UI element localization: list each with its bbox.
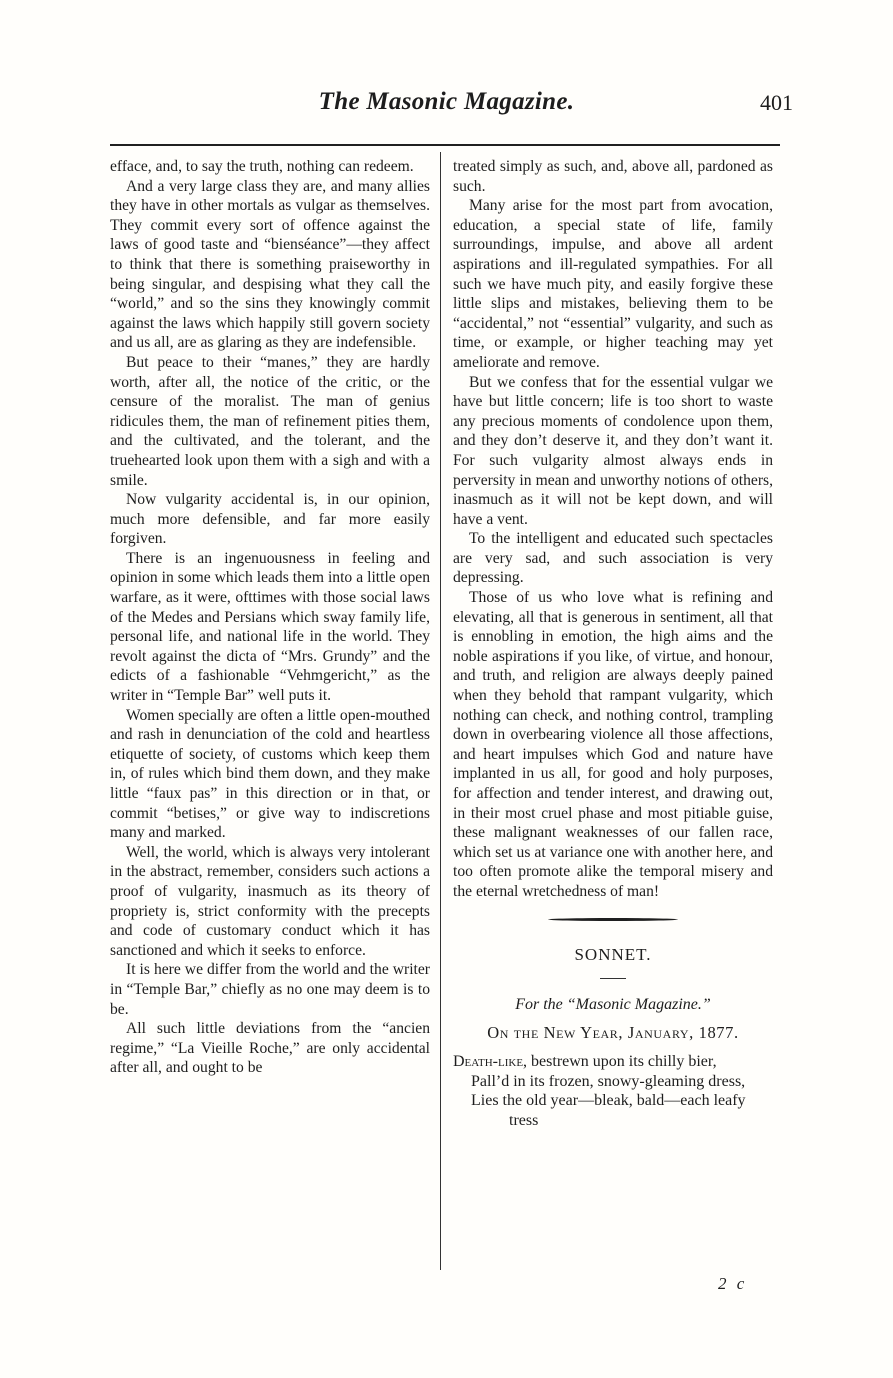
paragraph: Many arise for the most part from avocation, education, a special state of life, family surroundings, impulse, and above all ardent aspirations and ill-regulated sympathies. For all such we have much pity, and easily forgive these little slips and mistakes, believing them to be “accidental,” not “essential” vulgarity, and such as time, or example, or higher teaching may yet ameliorate and remove. bbox=[453, 197, 773, 371]
page-number: 401 bbox=[760, 90, 793, 115]
sonnet-poem bbox=[453, 1052, 773, 1130]
column-divider bbox=[440, 152, 441, 1270]
poem-line: Pall’d in its frozen, snowy-gleaming dress, bbox=[471, 1072, 746, 1090]
paragraph: Women specially are often a little open-mouthed and rash in denunciation of the cold and heartless etiquette of society, of customs which keep them in, of rules which bind them down, and they make little “faux pas” in this direction or in that, or commit “betises,” or give way to indiscretions many and marked. bbox=[110, 706, 430, 842]
left-column bbox=[110, 157, 430, 1078]
printer-signature-mark: 2 c bbox=[718, 1274, 748, 1293]
sonnet-title: SONNET. bbox=[574, 944, 652, 964]
poem-line-text: bestrewn upon its chilly bier, bbox=[527, 1053, 717, 1071]
paragraph: efface, and, to say the truth, nothing can redeem. bbox=[110, 158, 414, 175]
paragraph: To the intelligent and educated such spectacles are very sad, and such association is very depressing. bbox=[453, 530, 773, 587]
paragraph: It is here we differ from the world and the writer in “Temple Bar,” chiefly as no one may deem is to be. bbox=[110, 961, 430, 1018]
poem-first-word: Death-like, bbox=[453, 1053, 528, 1071]
sonnet-credit: For the “Masonic Magazine.” bbox=[515, 996, 711, 1014]
paragraph: And a very large class they are, and many allies they have in other mortals as vulgar as themselves. They commit every sort of offence against the laws of good taste and “bienséance”—they affect to think that there is something praiseworthy in being singular, and despising what they call the “world,” and so the sins they knowingly commit against the laws which happily still govern society and us all, are as glaring as they are indefensible. bbox=[110, 177, 430, 352]
header-rule bbox=[110, 144, 780, 146]
short-divider bbox=[600, 978, 626, 979]
paragraph: But we confess that for the essential vulgar we have but little concern; life is too short to waste any precious moments of condolence upon them, and they don’t deserve it, and they don’t want it. For such vulgarity almost always ends in perversity in mean and unworthy notions of others, inasmuch as it will not be kept down, and will have a vent. bbox=[453, 373, 773, 528]
paragraph: There is an ingenuousness in feeling and opinion in some which leads them into a little open warfare, as it were, ofttimes with those social laws of the Medes and Persians which sway family life, personal life, and national life in the world. They revolt against the dicta of “Mrs. Grundy” and the edicts of a fashionable “Vehmgericht,” as the writer in “Temple Bar” well puts it. bbox=[110, 549, 430, 705]
paragraph: All such little deviations from the “ancien regime,” “La Vieille Roche,” are only accidental after all, and ought to be bbox=[110, 1020, 430, 1077]
paragraph: treated simply as such, and, above all, pardoned as such. bbox=[453, 158, 773, 195]
paragraph: But peace to their “manes,” they are hardly worth, after all, the notice of the critic, or the censure of the moralist. The man of genius ridicules them, the man of refinement pities them, and the cultivated, and the tolerant, and the truehearted look upon them with a sigh and with a smile. bbox=[110, 353, 430, 489]
paragraph: Well, the world, which is always very intolerant in the abstract, remember, considers such actions a proof of vulgarity, inasmuch as its theory of propriety is, strict conformity with the precepts and code of customary conduct which it has sanctioned and which it seeks to enforce. bbox=[110, 843, 430, 959]
poem-line bbox=[453, 1052, 773, 1071]
paragraph: Those of us who love what is refining and elevating, all that is generous in sentiment, all that is ennobling in emotion, the high aims and the noble aspirations if you like, of virtue, and honour, and truth, and religion are always deeply pained when they behold that rampant vulgarity, which nothing can check, and nothing control, trampling down in overbearing violence all those affections, and heart impulses which God and nature have implanted in us all, for good and holy purposes, for affection and tender interest, and drawing out, in their most cruel phase and most pitiable guise, these malignant weaknesses of our fallen race, which set us at variance one with another here, and too often promote alike the temporal misery and the eternal wretchedness of man! bbox=[453, 589, 773, 900]
right-column bbox=[453, 157, 773, 1130]
running-header-title: The Masonic Magazine. bbox=[318, 88, 575, 115]
paragraph: Now vulgarity accidental is, in our opinion, much more defensible, and far more easily forgiven. bbox=[110, 491, 430, 548]
section-ornament-rule bbox=[548, 918, 678, 921]
sonnet-subtitle: On the New Year, January, 1877. bbox=[487, 1022, 739, 1042]
poem-line: Lies the old year—bleak, bald—each leafy tress bbox=[471, 1092, 746, 1129]
